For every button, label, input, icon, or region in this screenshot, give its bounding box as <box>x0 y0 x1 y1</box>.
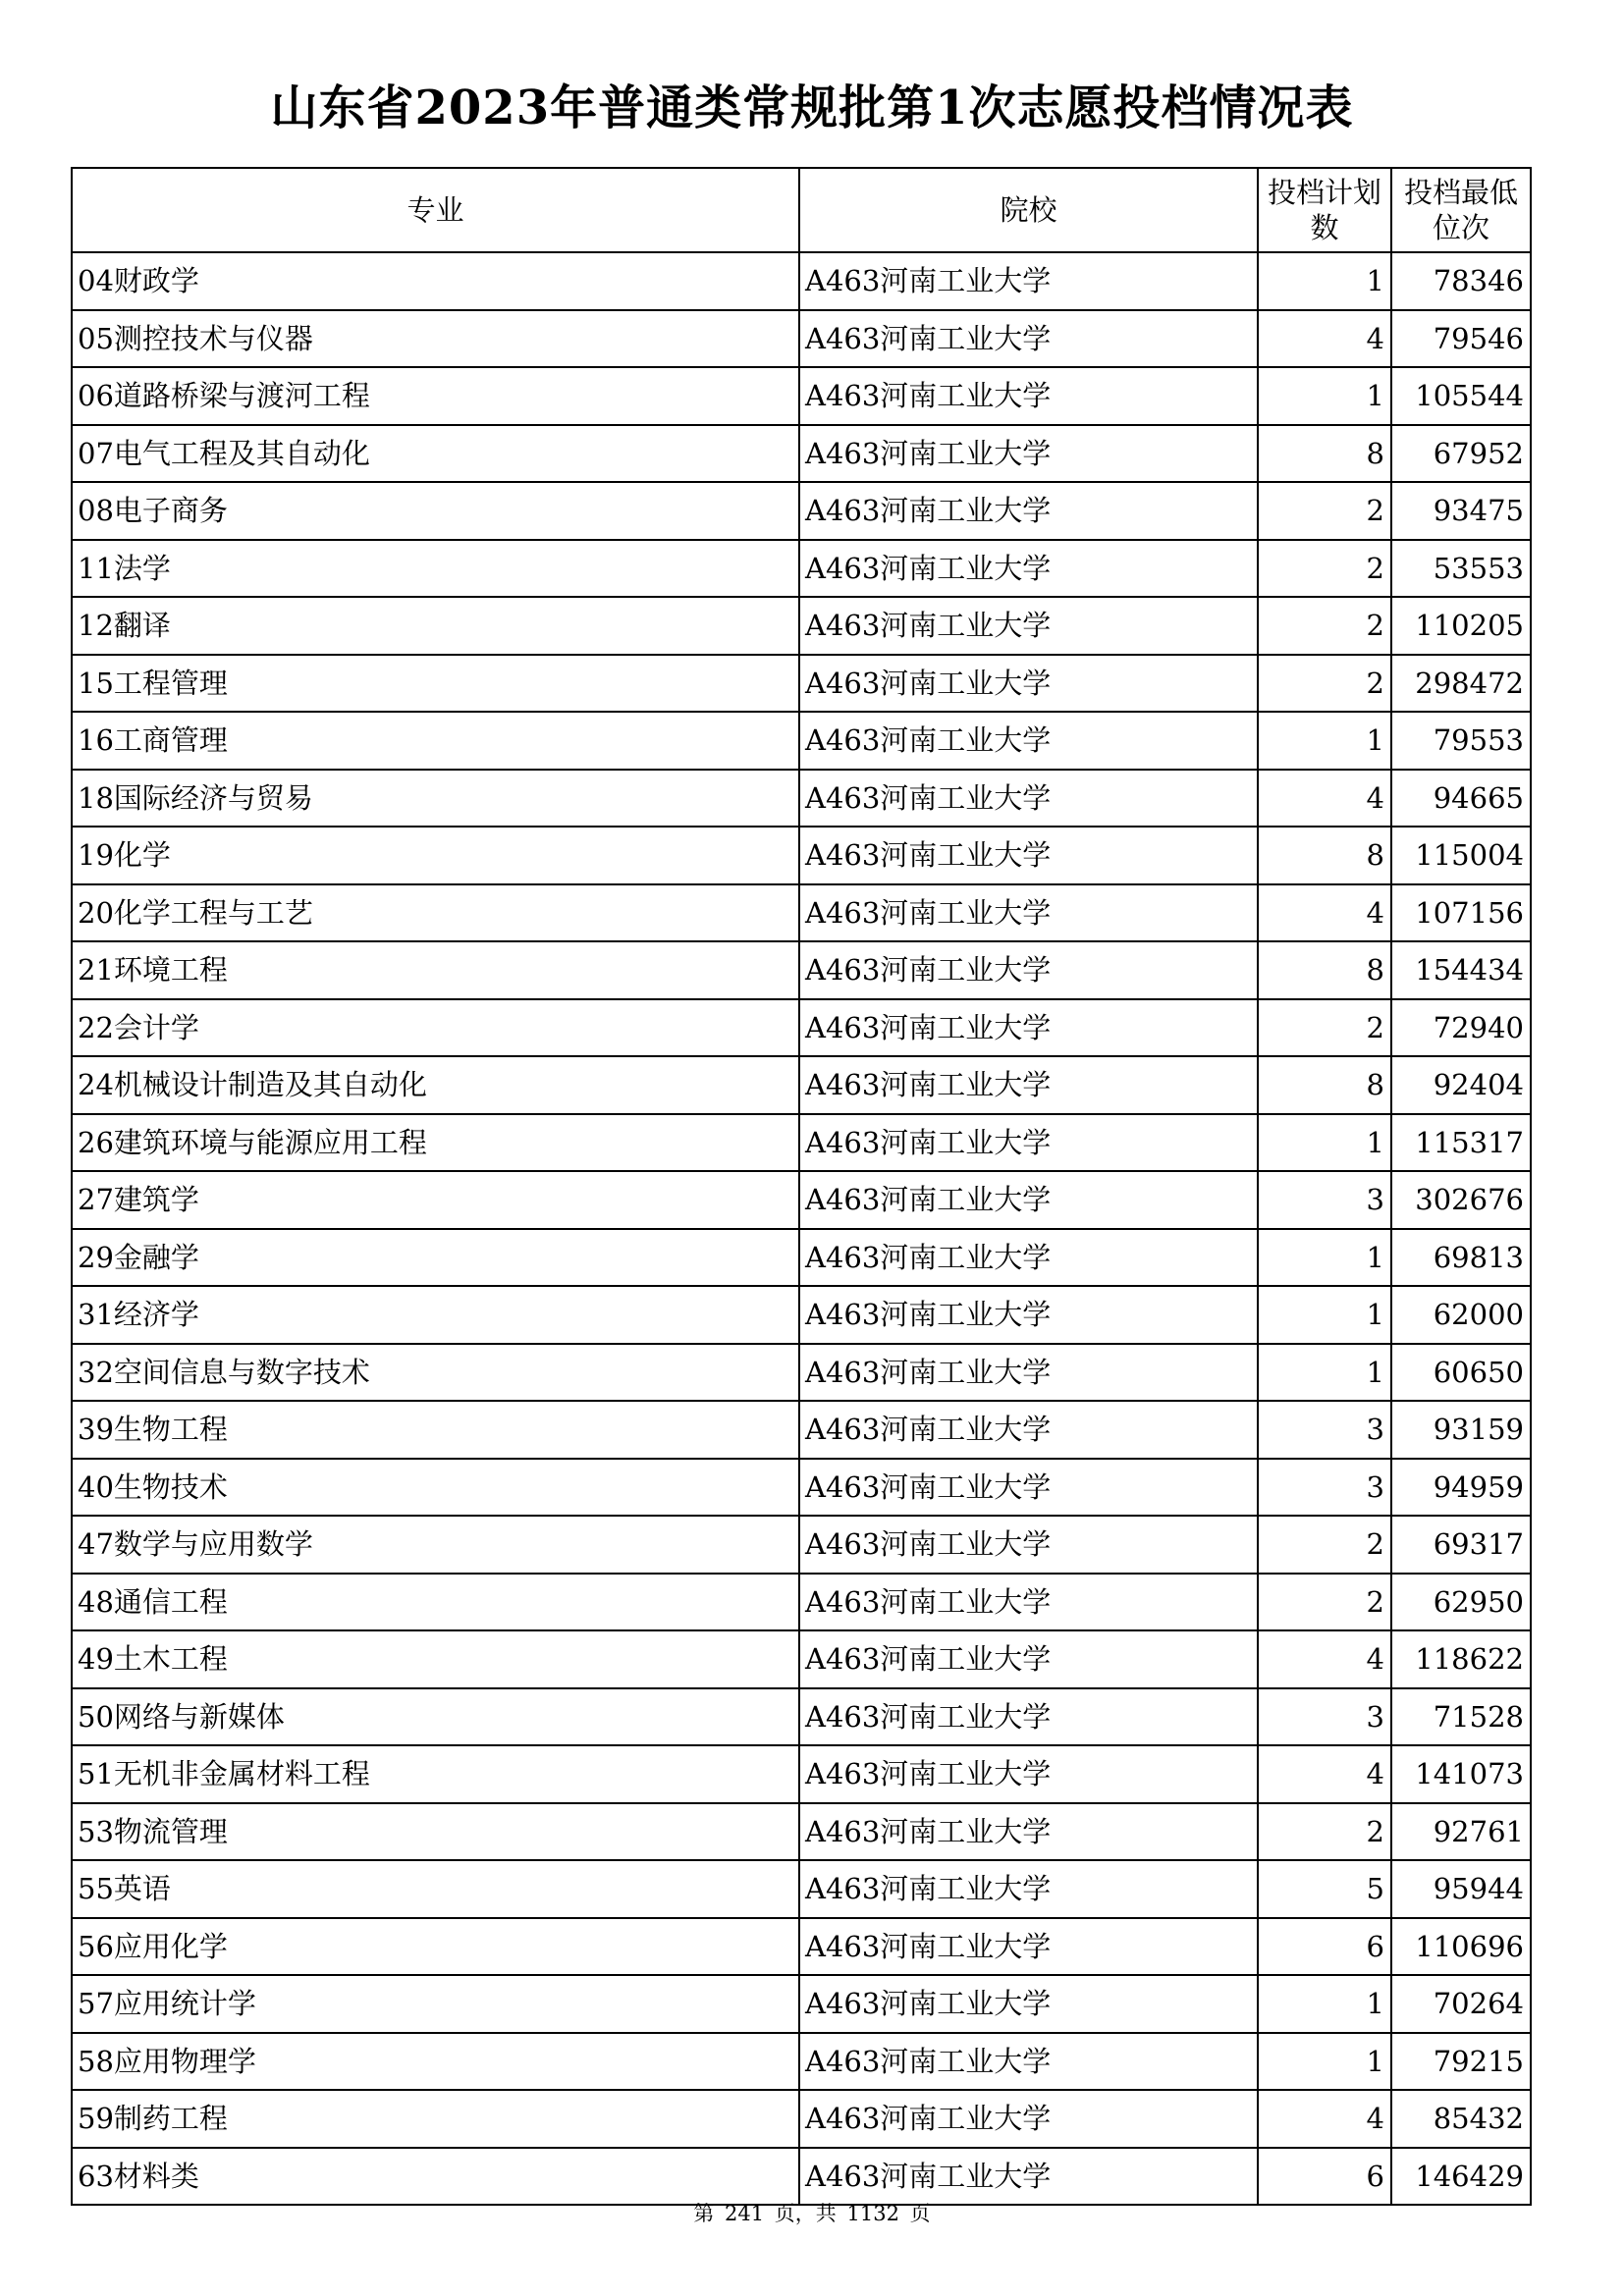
major-cell: 07电气工程及其自动化 <box>72 425 799 483</box>
header-school: 院校 <box>799 168 1258 252</box>
major-cell: 29金融学 <box>72 1229 799 1287</box>
table-row <box>72 1171 1531 1229</box>
major-cell: 56应用化学 <box>72 1918 799 1976</box>
rank-cell: 60650 <box>1391 1344 1531 1402</box>
plan-cell: 2 <box>1258 482 1391 540</box>
plan-cell: 4 <box>1258 310 1391 368</box>
rank-cell: 115004 <box>1391 827 1531 884</box>
table-row <box>72 540 1531 598</box>
table-row <box>72 1918 1531 1976</box>
major-cell: 04财政学 <box>72 252 799 310</box>
school-cell: A463河南工业大学 <box>799 2033 1258 2091</box>
major-cell: 11法学 <box>72 540 799 598</box>
school-cell: A463河南工业大学 <box>799 1975 1258 2033</box>
school-cell: A463河南工业大学 <box>799 1918 1258 1976</box>
major-cell: 19化学 <box>72 827 799 884</box>
table-row <box>72 941 1531 999</box>
school-cell: A463河南工业大学 <box>799 540 1258 598</box>
school-cell: A463河南工业大学 <box>799 655 1258 713</box>
rank-cell: 110696 <box>1391 1918 1531 1976</box>
rank-cell: 141073 <box>1391 1745 1531 1803</box>
table-row <box>72 2033 1531 2091</box>
table-row <box>72 425 1531 483</box>
plan-cell: 2 <box>1258 597 1391 655</box>
rank-cell: 298472 <box>1391 655 1531 713</box>
major-cell: 18国际经济与贸易 <box>72 770 799 828</box>
major-cell: 26建筑环境与能源应用工程 <box>72 1114 799 1172</box>
table-body <box>72 252 1531 2205</box>
plan-cell: 2 <box>1258 1574 1391 1631</box>
major-cell: 59制药工程 <box>72 2090 799 2148</box>
school-cell: A463河南工业大学 <box>799 1286 1258 1344</box>
school-cell: A463河南工业大学 <box>799 827 1258 884</box>
table-row <box>72 1229 1531 1287</box>
table-row <box>72 770 1531 828</box>
plan-cell: 4 <box>1258 884 1391 942</box>
table-row <box>72 2148 1531 2206</box>
school-cell: A463河南工业大学 <box>799 1229 1258 1287</box>
school-cell: A463河南工业大学 <box>799 1401 1258 1459</box>
major-cell: 24机械设计制造及其自动化 <box>72 1056 799 1114</box>
major-cell: 58应用物理学 <box>72 2033 799 2091</box>
rank-cell: 154434 <box>1391 941 1531 999</box>
major-cell: 27建筑学 <box>72 1171 799 1229</box>
school-cell: A463河南工业大学 <box>799 2148 1258 2206</box>
major-cell: 49土木工程 <box>72 1630 799 1688</box>
school-cell: A463河南工业大学 <box>799 770 1258 828</box>
plan-cell: 5 <box>1258 1860 1391 1918</box>
rank-cell: 146429 <box>1391 2148 1531 2206</box>
header-rank-label: 投档最低位次 <box>1403 176 1518 244</box>
school-cell: A463河南工业大学 <box>799 252 1258 310</box>
table-row <box>72 884 1531 942</box>
rank-cell: 94959 <box>1391 1459 1531 1517</box>
plan-cell: 3 <box>1258 1171 1391 1229</box>
school-cell: A463河南工业大学 <box>799 999 1258 1057</box>
rank-cell: 85432 <box>1391 2090 1531 2148</box>
plan-cell: 1 <box>1258 1975 1391 2033</box>
major-cell: 06道路桥梁与渡河工程 <box>72 367 799 425</box>
major-cell: 48通信工程 <box>72 1574 799 1631</box>
major-cell: 15工程管理 <box>72 655 799 713</box>
rank-cell: 79546 <box>1391 310 1531 368</box>
plan-cell: 3 <box>1258 1459 1391 1517</box>
table-row <box>72 1516 1531 1574</box>
rank-cell: 105544 <box>1391 367 1531 425</box>
rank-cell: 93159 <box>1391 1401 1531 1459</box>
rank-cell: 72940 <box>1391 999 1531 1057</box>
table-row <box>72 712 1531 770</box>
school-cell: A463河南工业大学 <box>799 1688 1258 1746</box>
plan-cell: 2 <box>1258 540 1391 598</box>
rank-cell: 110205 <box>1391 597 1531 655</box>
major-cell: 16工商管理 <box>72 712 799 770</box>
table-row <box>72 2090 1531 2148</box>
header-plan-label: 投档计划数 <box>1267 176 1381 244</box>
plan-cell: 1 <box>1258 367 1391 425</box>
plan-cell: 2 <box>1258 1516 1391 1574</box>
rank-cell: 92761 <box>1391 1803 1531 1861</box>
school-cell: A463河南工业大学 <box>799 2090 1258 2148</box>
school-cell: A463河南工业大学 <box>799 1114 1258 1172</box>
rank-cell: 53553 <box>1391 540 1531 598</box>
school-cell: A463河南工业大学 <box>799 482 1258 540</box>
table-row <box>72 1688 1531 1746</box>
plan-cell: 4 <box>1258 770 1391 828</box>
table-row <box>72 367 1531 425</box>
table-row <box>72 597 1531 655</box>
plan-cell: 4 <box>1258 1630 1391 1688</box>
table-row <box>72 252 1531 310</box>
plan-cell: 1 <box>1258 1286 1391 1344</box>
school-cell: A463河南工业大学 <box>799 1171 1258 1229</box>
rank-cell: 93475 <box>1391 482 1531 540</box>
rank-cell: 79215 <box>1391 2033 1531 2091</box>
rank-cell: 79553 <box>1391 712 1531 770</box>
table-row <box>72 999 1531 1057</box>
page-footer: 第 241 页，共 1132 页 <box>693 2202 931 2225</box>
table-row <box>72 1803 1531 1861</box>
school-cell: A463河南工业大学 <box>799 1574 1258 1631</box>
school-cell: A463河南工业大学 <box>799 597 1258 655</box>
plan-cell: 6 <box>1258 1918 1391 1976</box>
table-row <box>72 1114 1531 1172</box>
table-row <box>72 827 1531 884</box>
table-row <box>72 1745 1531 1803</box>
table-row <box>72 1056 1531 1114</box>
school-cell: A463河南工业大学 <box>799 1459 1258 1517</box>
plan-cell: 8 <box>1258 827 1391 884</box>
school-cell: A463河南工业大学 <box>799 310 1258 368</box>
rank-cell: 67952 <box>1391 425 1531 483</box>
school-cell: A463河南工业大学 <box>799 1630 1258 1688</box>
plan-cell: 8 <box>1258 425 1391 483</box>
header-major: 专业 <box>72 168 799 252</box>
table-row <box>72 655 1531 713</box>
plan-cell: 2 <box>1258 999 1391 1057</box>
school-cell: A463河南工业大学 <box>799 1803 1258 1861</box>
table-row <box>72 1401 1531 1459</box>
major-cell: 63材料类 <box>72 2148 799 2206</box>
plan-cell: 1 <box>1258 712 1391 770</box>
rank-cell: 94665 <box>1391 770 1531 828</box>
table-row <box>72 1860 1531 1918</box>
major-cell: 05测控技术与仪器 <box>72 310 799 368</box>
rank-cell: 69813 <box>1391 1229 1531 1287</box>
plan-cell: 2 <box>1258 655 1391 713</box>
school-cell: A463河南工业大学 <box>799 884 1258 942</box>
major-cell: 53物流管理 <box>72 1803 799 1861</box>
major-cell: 31经济学 <box>72 1286 799 1344</box>
plan-cell: 3 <box>1258 1401 1391 1459</box>
table-row <box>72 1286 1531 1344</box>
rank-cell: 115317 <box>1391 1114 1531 1172</box>
table-row <box>72 1574 1531 1631</box>
table-row <box>72 482 1531 540</box>
rank-cell: 69317 <box>1391 1516 1531 1574</box>
school-cell: A463河南工业大学 <box>799 712 1258 770</box>
rank-cell: 78346 <box>1391 252 1531 310</box>
plan-cell: 1 <box>1258 2033 1391 2091</box>
plan-cell: 4 <box>1258 2090 1391 2148</box>
plan-cell: 1 <box>1258 1229 1391 1287</box>
plan-cell: 4 <box>1258 1745 1391 1803</box>
plan-cell: 8 <box>1258 1056 1391 1114</box>
major-cell: 32空间信息与数字技术 <box>72 1344 799 1402</box>
table-row <box>72 1630 1531 1688</box>
rank-cell: 92404 <box>1391 1056 1531 1114</box>
plan-cell: 1 <box>1258 1114 1391 1172</box>
rank-cell: 62000 <box>1391 1286 1531 1344</box>
school-cell: A463河南工业大学 <box>799 425 1258 483</box>
table-row <box>72 1459 1531 1517</box>
major-cell: 40生物技术 <box>72 1459 799 1517</box>
major-cell: 12翻译 <box>72 597 799 655</box>
rank-cell: 107156 <box>1391 884 1531 942</box>
table-row <box>72 1975 1531 2033</box>
plan-cell: 2 <box>1258 1803 1391 1861</box>
table-row <box>72 1344 1531 1402</box>
major-cell: 20化学工程与工艺 <box>72 884 799 942</box>
plan-cell: 8 <box>1258 941 1391 999</box>
page-title: 山东省2023年普通类常规批第1次志愿投档情况表 <box>270 80 1354 135</box>
school-cell: A463河南工业大学 <box>799 1745 1258 1803</box>
school-cell: A463河南工业大学 <box>799 1516 1258 1574</box>
major-cell: 55英语 <box>72 1860 799 1918</box>
admission-table <box>71 167 1532 2206</box>
major-cell: 47数学与应用数学 <box>72 1516 799 1574</box>
major-cell: 51无机非金属材料工程 <box>72 1745 799 1803</box>
school-cell: A463河南工业大学 <box>799 1860 1258 1918</box>
plan-cell: 1 <box>1258 1344 1391 1402</box>
rank-cell: 118622 <box>1391 1630 1531 1688</box>
plan-cell: 1 <box>1258 252 1391 310</box>
major-cell: 08电子商务 <box>72 482 799 540</box>
plan-cell: 6 <box>1258 2148 1391 2206</box>
school-cell: A463河南工业大学 <box>799 1056 1258 1114</box>
rank-cell: 95944 <box>1391 1860 1531 1918</box>
major-cell: 21环境工程 <box>72 941 799 999</box>
major-cell: 39生物工程 <box>72 1401 799 1459</box>
school-cell: A463河南工业大学 <box>799 1344 1258 1402</box>
rank-cell: 70264 <box>1391 1975 1531 2033</box>
rank-cell: 62950 <box>1391 1574 1531 1631</box>
table-header-row <box>72 168 1531 252</box>
rank-cell: 71528 <box>1391 1688 1531 1746</box>
header-rank <box>1391 168 1531 252</box>
plan-cell: 3 <box>1258 1688 1391 1746</box>
school-cell: A463河南工业大学 <box>799 941 1258 999</box>
header-plan <box>1258 168 1391 252</box>
major-cell: 22会计学 <box>72 999 799 1057</box>
rank-cell: 302676 <box>1391 1171 1531 1229</box>
major-cell: 50网络与新媒体 <box>72 1688 799 1746</box>
major-cell: 57应用统计学 <box>72 1975 799 2033</box>
table-row <box>72 310 1531 368</box>
school-cell: A463河南工业大学 <box>799 367 1258 425</box>
